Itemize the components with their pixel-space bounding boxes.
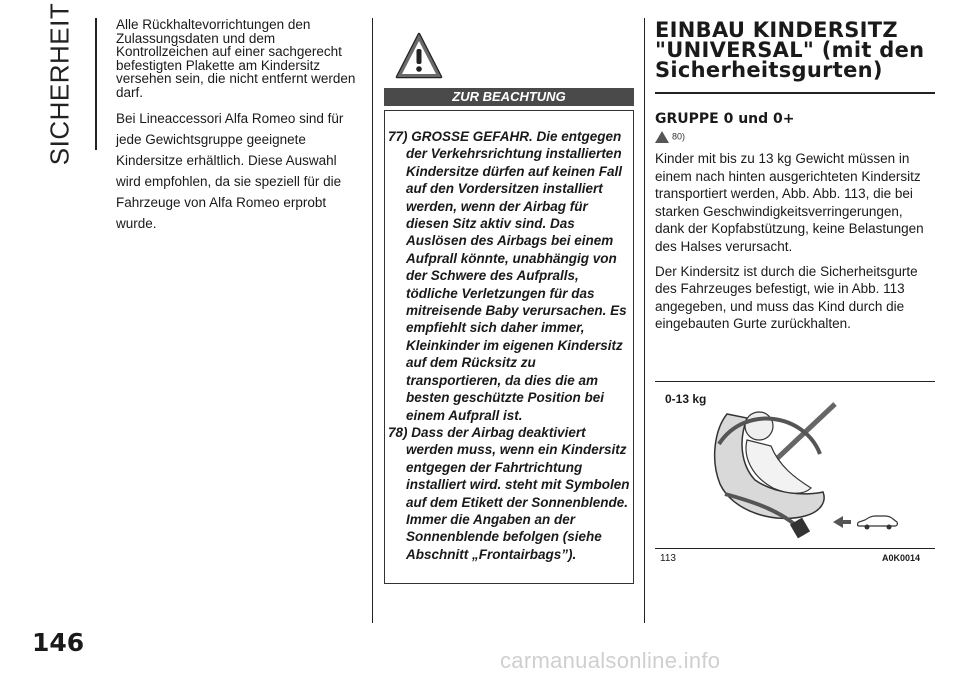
section-heading: EINBAU KINDERSITZ "UNIVERSAL" (mit den Sicherheitsgurten) <box>655 18 925 82</box>
section-side-label <box>36 2 84 166</box>
warning-item-77-text: der Verkehrsrichtung installierten Kindersitze dürfen auf keinen Fall auf den Vordersitzen installiert werden, wenn der Airbag für diesen Sitz aktiv sind. Das Auslösen des Airbags bei einem Aufprall könnte, unabhängig von der Schwere des Aufpralls, tödliche Verletzungen für das mitreisende Baby verursachen. Es empfiehlt sich daher immer, Kleinkinder im eigenen Kindersitz auf dem Rücksitz zu transportieren, da dies die am besten geschützte Position bei einem Aufprall ist. <box>406 146 627 423</box>
note-reference <box>655 131 685 143</box>
figure-top-rule <box>655 381 935 382</box>
column-3 <box>655 150 927 340</box>
column-divider-2 <box>644 18 645 623</box>
figure-weight-label: 0-13 kg <box>665 392 707 406</box>
note-ref-number: 80) <box>672 131 686 142</box>
warning-triangle-icon <box>395 32 443 80</box>
warning-title-bar: ZUR BEACHTUNG <box>384 88 634 106</box>
paragraph-4: Der Kindersitz ist durch die Sicherheitsgurte des Fahrzeuges befestigt, wie in Abb. 113 angegeben, und muss das Kind durch die eingebauten Gurte zurückhalten. <box>655 263 918 332</box>
page-number: 146 <box>32 628 85 657</box>
figure-code: A0K0014 <box>882 553 921 563</box>
car-direction-icon <box>833 516 897 530</box>
warning-item-78 <box>388 424 634 563</box>
paragraph-3: Kinder mit bis zu 13 kg Gewicht müssen in einem nach hinten ausgerichteten Kindersitz transportiert werden, Abb. Abb. 113, die bei starken Geschwindigkeitsverringerungen, dank der Kopfabstützung, keine Belastungen des Halses verursacht. <box>655 151 924 254</box>
subheading: GRUPPE 0 und 0+ <box>655 111 795 127</box>
warning-item-78-lead: 78) Dass der Airbag deaktiviert <box>388 425 586 440</box>
warning-small-icon <box>655 131 669 143</box>
child-seat-illustration <box>655 384 935 544</box>
warning-item-78-text: werden muss, wenn ein Kindersitz entgegen der Fahrtrichtung installiert wird. steht mit Symbolen auf dem Etikett der Sonnenblende. Immer die Angaben an der Sonnenblende befolgen (siehe Abschnitt „Frontairbags”). <box>406 442 630 562</box>
heading-rule <box>655 92 935 94</box>
warning-item-77 <box>388 128 634 424</box>
column-divider-1 <box>372 18 373 623</box>
column-1 <box>116 18 360 235</box>
figure-bottom-rule <box>655 548 935 549</box>
paragraph-2: Bei Lineaccessori Alfa Romeo sind für jede Gewichtsgruppe geeignete Kindersitze erhältlich. Diese Auswahl wird empfohlen, da sie speziell für die Fahrzeuge von Alfa Romeo erprobt wurde. <box>116 111 344 231</box>
warning-item-77-lead: 77) GROSSE GEFAHR. Die entgegen <box>388 129 622 144</box>
section-title: SICHERHEIT <box>44 2 75 166</box>
side-divider <box>95 18 97 150</box>
paragraph-1: Alle Rückhaltevorrichtungen den Zulassungsdaten und dem Kontrollzeichen auf einer sachgerecht befestigten Plakette am Kindersitz versehen sein, die nicht entfernt werden darf. <box>116 17 356 100</box>
figure-number: 113 <box>660 553 676 564</box>
watermark: carmanualsonline.info <box>500 648 721 673</box>
